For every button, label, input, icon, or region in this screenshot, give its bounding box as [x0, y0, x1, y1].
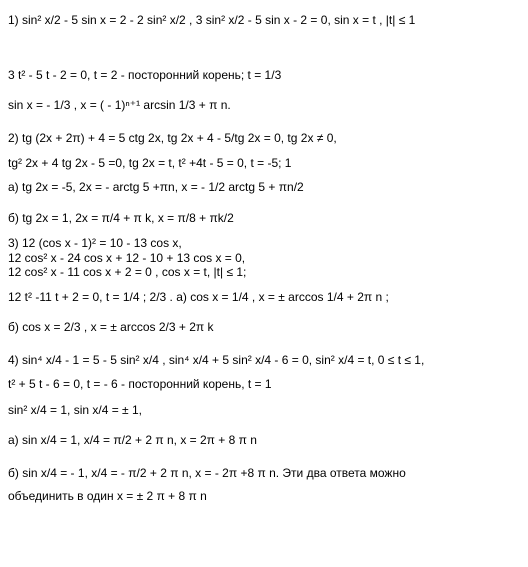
solution-line-1: 1) sin² x/2 - 5 sin x = 2 - 2 sin² x/2 , 3 sin² x/2 - 5 sin x - 2 = 0, sin x = t , |t| ≤ 1: [8, 13, 416, 27]
solution-line-14: t² + 5 t - 6 = 0, t = - 6 - посторонний корень, t = 1: [8, 377, 272, 391]
solution-line-2: 3 t² - 5 t - 2 = 0, t = 2 - посторонний корень; t = 1/3: [8, 68, 282, 82]
solution-line-13: 4) sin⁴ x/4 - 1 = 5 - 5 sin² x/4 , sin⁴ x/4 + 5 sin² x/4 - 6 = 0, sin² x/4 = t, 0 ≤ t ≤ 1,: [8, 353, 425, 367]
solution-line-7: б) tg 2x = 1, 2x = π/4 + π k, x = π/8 + πk/2: [8, 211, 234, 225]
solution-line-8: 3) 12 (cos x - 1)² = 10 - 13 cos x,: [8, 236, 182, 250]
solution-line-11: 12 t² -11 t + 2 = 0, t = 1/4 ; 2/3 . а) cos x = 1/4 , x = ± arccos 1/4 + 2π n ;: [8, 290, 389, 304]
solution-line-18: объединить в один x = ± 2 π + 8 π n: [8, 489, 207, 503]
solution-line-6: а) tg 2x = -5, 2x = - arctg 5 +πn, x = - 1/2 arctg 5 + πn/2: [8, 180, 304, 194]
solution-line-4: 2) tg (2x + 2π) + 4 = 5 ctg 2x, tg 2x + 4 - 5/tg 2x = 0, tg 2x ≠ 0,: [8, 131, 337, 145]
solution-line-9: 12 cos² x - 24 cos x + 12 - 10 + 13 cos x = 0,: [8, 251, 246, 265]
solution-line-3: sin x = - 1/3 , x = ( - 1)ⁿ⁺¹ arcsin 1/3 + π n.: [8, 98, 231, 112]
solution-line-15: sin² x/4 = 1, sin x/4 = ± 1,: [8, 403, 142, 417]
solution-line-17: б) sin x/4 = - 1, x/4 = - π/2 + 2 π n, x = - 2π +8 π n. Эти два ответа можно: [8, 466, 406, 480]
solution-line-12: б) cos x = 2/3 , x = ± arccos 2/3 + 2π k: [8, 320, 214, 334]
solution-line-10: 12 cos² x - 11 cos x + 2 = 0 , cos x = t, |t| ≤ 1;: [8, 265, 247, 279]
solution-line-16: а) sin x/4 = 1, x/4 = π/2 + 2 π n, x = 2π + 8 π n: [8, 433, 257, 447]
solution-line-5: tg² 2x + 4 tg 2x - 5 =0, tg 2x = t, t² +4t - 5 = 0, t = -5; 1: [8, 156, 292, 170]
